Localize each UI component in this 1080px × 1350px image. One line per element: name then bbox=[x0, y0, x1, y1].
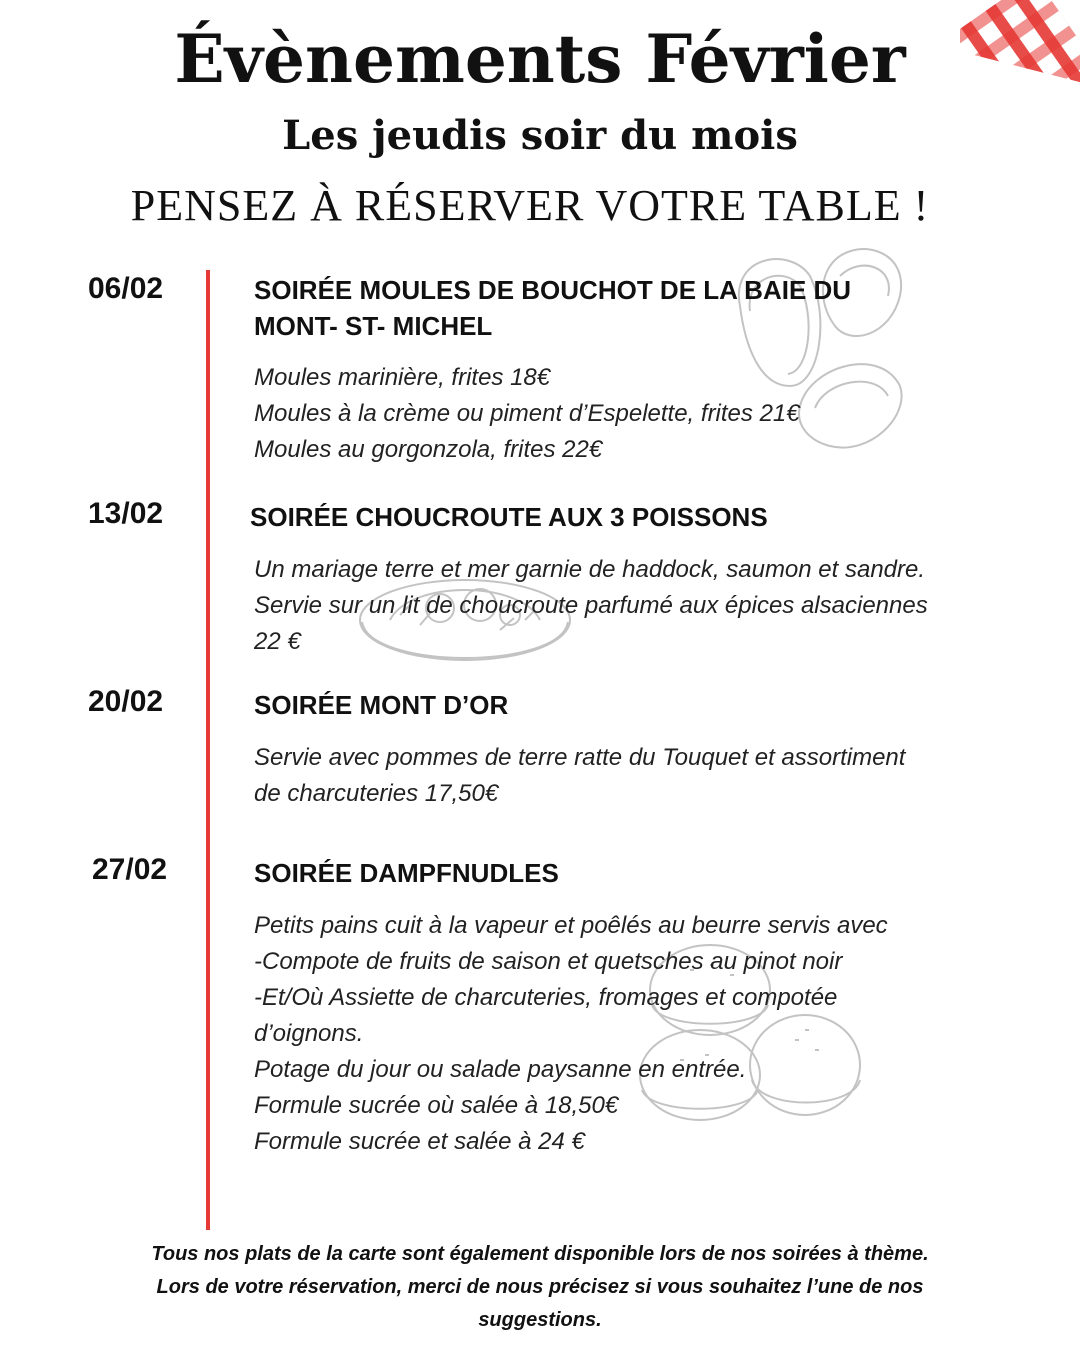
event-date: 13/02 bbox=[88, 497, 164, 530]
event-description: Servie avec pommes de terre ratte du Touquet et assortiment de charcuteries 17,50€ bbox=[254, 744, 906, 807]
event-title: SOIRÉE MONT D’OR bbox=[254, 690, 509, 720]
event-title: SOIRÉE MOULES DE BOUCHOT DE LA BAIE DU MONT- ST- MICHEL bbox=[254, 275, 852, 341]
event-description: Moules marinière, frites 18€ Moules à la crème ou piment d’Espelette, frites 21€ Moules au gorgonzola, frites 22€ bbox=[254, 364, 800, 463]
event-date: 20/02 bbox=[88, 685, 164, 718]
event-date: 06/02 bbox=[88, 272, 164, 305]
event-description: Un mariage terre et mer garnie de haddock, saumon et sandre. Servie sur un lit de choucroute parfumé aux épices alsaciennes 22 € bbox=[254, 556, 928, 655]
event-title: SOIRÉE DAMPFNUDLES bbox=[254, 858, 559, 888]
timeline-line bbox=[206, 270, 210, 1230]
page-subtitle: Les jeudis soir du mois bbox=[282, 112, 798, 159]
reservation-tagline: PENSEZ À RÉSERVER VOTRE TABLE ! bbox=[130, 181, 930, 230]
footer-note: Tous nos plats de la carte sont également disponible lors de nos soirées à thème. Lors de votre réservation, merci de nous précisez si vous souhaitez l’une de nos suggestions. bbox=[151, 1243, 929, 1331]
page-title: Évènements Février bbox=[174, 20, 906, 98]
event-date: 27/02 bbox=[92, 853, 168, 886]
event-description: Petits pains cuit à la vapeur et poêlés au beurre servis avec -Compote de fruits de saison et quetsches au pinot noir -Et/Où Assiette de charcuteries, fromages et compotée d’oignons. Potage du jour ou salade paysanne en entrée. Formule sucrée où salée à 18,50€ Formule sucrée et salée à 24 € bbox=[254, 912, 888, 1155]
event-title: SOIRÉE CHOUCROUTE AUX 3 POISSONS bbox=[250, 502, 768, 532]
